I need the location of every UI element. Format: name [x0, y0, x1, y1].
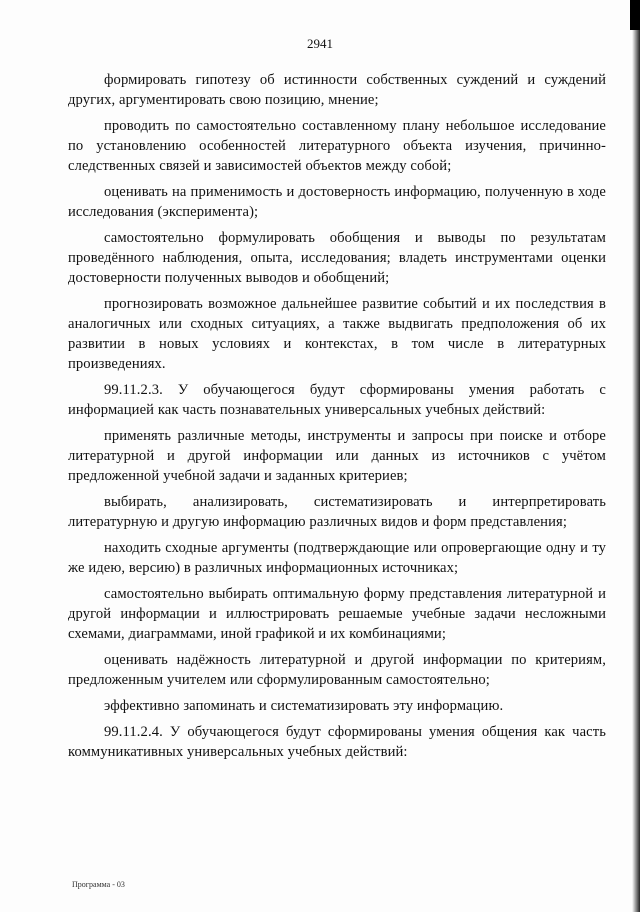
paragraph: находить сходные аргументы (подтверждающие или опровергающие одну и ту же идею, версию) в различных информационных источниках; — [68, 540, 606, 576]
paragraph: выбирать, анализировать, систематизировать и интерпретировать литературную и другую информацию различных видов и форм представления; — [68, 494, 606, 530]
paragraph: проводить по самостоятельно составленному плану небольшое исследование по установлению особенностей литературного объекта изучения, причинно-следственных связей и зависимостей объектов между собой; — [68, 118, 606, 174]
paragraph: применять различные методы, инструменты и запросы при поиске и отборе литературной и другой информации или данных из источников с учётом предложенной учебной задачи и заданных критериев; — [68, 428, 606, 484]
scan-edge-shadow — [632, 0, 640, 912]
paragraph: самостоятельно выбирать оптимальную форму представления литературной и другой информации и иллюстрировать решаемые учебные задачи несложными схемами, диаграммами, иной графикой и их комбинациями; — [68, 586, 606, 642]
document-body — [68, 70, 606, 768]
paragraph: оценивать на применимость и достоверность информацию, полученную в ходе исследования (эксперимента); — [68, 184, 606, 220]
section-heading-paragraph: 99.11.2.4. У обучающегося будут сформированы умения общения как часть коммуникативных универсальных учебных действий: — [68, 724, 606, 760]
paragraph: эффективно запоминать и систематизировать эту информацию. — [104, 698, 504, 714]
paragraph: самостоятельно формулировать обобщения и выводы по результатам проведённого наблюдения, опыта, исследования; владеть инструментами оценки достоверности полученных выводов и обобщений; — [68, 230, 606, 286]
paragraph: прогнозировать возможное дальнейшее развитие событий и их последствия в аналогичных или сходных ситуациях, а также выдвигать предположения об их развитии в новых условиях и контекстах, в том числе в литературных произведениях. — [68, 296, 606, 372]
scan-corner-shadow — [630, 0, 640, 30]
paragraph: формировать гипотезу об истинности собственных суждений и суждений других, аргументировать свою позицию, мнение; — [68, 72, 606, 108]
paragraph: оценивать надёжность литературной и другой информации по критериям, предложенным учителем или сформулированным самостоятельно; — [68, 652, 606, 688]
footer-label: Программа - 03 — [72, 880, 125, 889]
section-heading-paragraph: 99.11.2.3. У обучающегося будут сформированы умения работать с информацией как часть познавательных универсальных учебных действий: — [68, 382, 606, 418]
page-number: 2941 — [307, 36, 333, 51]
